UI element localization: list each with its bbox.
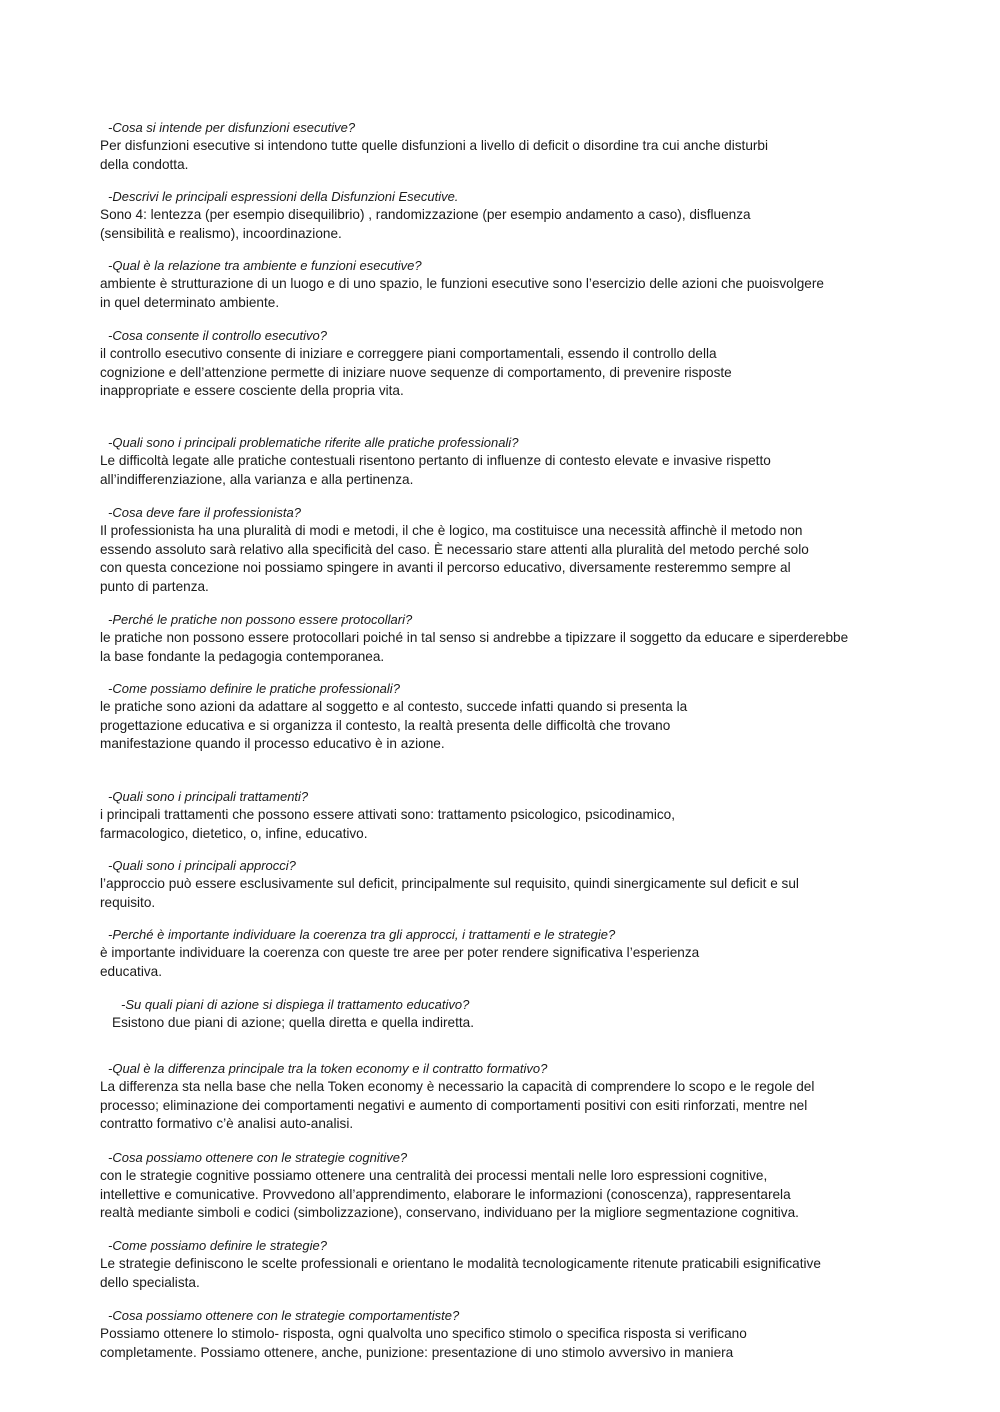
answer-line: punto di partenza.	[100, 578, 209, 594]
qa-block	[100, 256, 900, 312]
answer-line: ambiente è strutturazione di un luogo e di uno spazio, le funzioni esecutive sono l’esercizio delle azioni che puoisvolgere	[100, 276, 824, 291]
qa-block	[100, 787, 900, 843]
answer-line: Le strategie definiscono le scelte professionali e orientano le modalità tecnologicamente ritenute praticabili esignificative	[100, 1256, 821, 1271]
question: -Come possiamo definire le strategie?	[108, 1238, 327, 1253]
answer-line: Il professionista ha una pluralità di modi e metodi, il che è logico, ma costituisce una necessità affinchè il metodo non	[100, 523, 803, 538]
answer	[100, 275, 900, 312]
answer-line: cognizione e dell’attenzione permette di iniziare nuove sequenze di comportamento, di prevenire risposte	[100, 364, 732, 380]
answer-line: la base fondante la pedagogia contemporanea.	[100, 648, 385, 664]
question: -Quali sono i principali approcci?	[108, 858, 296, 873]
answer	[100, 137, 900, 174]
qa-block	[100, 1236, 900, 1292]
answer	[100, 1014, 900, 1033]
question: -Qual è la relazione tra ambiente e funzioni esecutive?	[108, 258, 422, 273]
answer-line: Esistono due piani di azione; quella diretta e quella indiretta.	[112, 1015, 474, 1030]
question: -Qual è la differenza principale tra la token economy e il contratto formativo?	[108, 1061, 548, 1076]
question: -Quali sono i principali problematiche riferite alle pratiche professionali?	[108, 435, 519, 450]
answer-line: le pratiche sono azioni da adattare al soggetto e al contesto, succede infatti quando si presenta la	[100, 699, 688, 714]
answer-line: essendo assoluto sarà relativo alla specificità del caso. È necessario stare attenti alla pluralità del metodo perché solo	[100, 541, 809, 557]
answer-line: i principali trattamenti che possono essere attivati sono: trattamento psicologico, psicodinamico,	[100, 807, 676, 822]
question: -Cosa consente il controllo esecutivo?	[108, 328, 327, 343]
question: -Come possiamo definire le pratiche professionali?	[108, 681, 400, 696]
answer	[100, 206, 900, 243]
answer	[100, 806, 900, 843]
question: -Cosa si intende per disfunzioni esecutive?	[108, 120, 356, 135]
qa-block	[100, 1059, 900, 1134]
answer-line: processo; eliminazione dei comportamenti negativi e aumento di comportamenti positivi con esiti rinforzati, mentre nel	[100, 1097, 808, 1113]
answer	[100, 452, 900, 489]
question: -Perché è importante individuare la coerenza tra gli approcci, i trattamenti e le strategie?	[108, 927, 616, 942]
answer-line: intellettive e comunicative. Provvedono all’apprendimento, elaborare le informazioni (conoscenza), rappresentarela	[100, 1186, 791, 1202]
qa-block	[100, 856, 900, 912]
answer-line: farmacologico, dietetico, o, infine, educativo.	[100, 825, 368, 841]
answer-line: dello specialista.	[100, 1274, 200, 1290]
answer-line: realtà mediante simboli e codici (simbolizzazione), conservano, individuano per la migliore segmentazione cognitiva.	[100, 1205, 799, 1221]
answer	[100, 1078, 900, 1134]
qa-block	[100, 1148, 900, 1223]
answer-line: è importante individuare la coerenza con queste tre aree per poter rendere significativa l’esperienza	[100, 945, 700, 960]
answer	[100, 698, 900, 754]
answer-line: Sono 4: lentezza (per esempio disequilibrio) , randomizzazione (per esempio andamento a caso), disfluenza	[100, 207, 751, 222]
answer-line: (sensibilità e realismo), incoordinazione.	[100, 225, 342, 241]
answer-line: il controllo esecutivo consente di iniziare e correggere piani comportamentali, essendo il controllo della	[100, 346, 717, 361]
answer	[100, 944, 900, 981]
question: -Su quali piani di azione si dispiega il trattamento educativo?	[121, 997, 470, 1012]
answer	[100, 522, 900, 596]
answer-line: educativa.	[100, 963, 162, 979]
question: -Descrivi le principali espressioni della Disfunzioni Esecutive.	[108, 189, 459, 204]
question: -Perché le pratiche non possono essere protocollari?	[108, 612, 413, 627]
question: -Cosa possiamo ottenere con le strategie cognitive?	[108, 1150, 408, 1165]
answer-line: all’indifferenziazione, alla varianza e alla pertinenza.	[100, 471, 414, 487]
answer-line: La differenza sta nella base che nella Token economy è necessario la capacità di comprendere lo scopo e le regole del	[100, 1079, 815, 1094]
answer-line: con le strategie cognitive possiamo ottenere una centralità dei processi mentali nelle loro espressioni cognitive,	[100, 1168, 768, 1183]
answer-line: Possiamo ottenere lo stimolo- risposta, ogni qualvolta uno specifico stimolo o specifica risposta si verificano	[100, 1326, 747, 1341]
question: -Cosa possiamo ottenere con le strategie comportamentiste?	[108, 1308, 460, 1323]
answer-line: Per disfunzioni esecutive si intendono tutte quelle disfunzioni a livello di deficit o disordine tra cui anche disturbi	[100, 138, 768, 153]
answer-line: l’approccio può essere esclusivamente sul deficit, principalmente sul requisito, quindi sinergicamente sul deficit e sul	[100, 876, 799, 891]
qa-block	[100, 503, 900, 596]
qa-block	[100, 326, 900, 401]
qa-block	[100, 1306, 900, 1362]
qa-block	[100, 995, 900, 1033]
answer-line: completamente. Possiamo ottenere, anche, punizione: presentazione di uno stimolo avversivo in maniera	[100, 1344, 734, 1360]
qa-block	[100, 433, 900, 489]
answer-line: progettazione educativa e si organizza il contesto, la realtà presenta delle difficoltà che trovano	[100, 717, 671, 733]
qa-block	[100, 610, 900, 666]
answer	[100, 1255, 900, 1292]
question: -Cosa deve fare il professionista?	[108, 505, 301, 520]
answer-line: in quel determinato ambiente.	[100, 294, 280, 310]
answer-line: Le difficoltà legate alle pratiche contestuali risentono pertanto di influenze di contesto elevate e invasive rispetto	[100, 453, 771, 468]
answer-line: della condotta.	[100, 156, 189, 172]
answer	[100, 1325, 900, 1362]
answer-line: le pratiche non possono essere protocollari poiché in tal senso si andrebbe a tipizzare il soggetto da educare e siperderebbe	[100, 630, 849, 645]
answer-line: manifestazione quando il processo educativo è in azione.	[100, 736, 445, 752]
answer-line: contratto formativo c’è analisi auto-analisi.	[100, 1116, 354, 1132]
question: -Quali sono i principali trattamenti?	[108, 789, 309, 804]
answer-line: con questa concezione noi possiamo spingere in avanti il percorso educativo, diversamente resteremmo sempre al	[100, 560, 791, 576]
answer	[100, 345, 900, 401]
answer	[100, 1167, 900, 1223]
qa-block	[100, 187, 900, 243]
qa-block	[100, 679, 900, 754]
answer	[100, 629, 900, 666]
answer-line: inappropriate e essere cosciente della propria vita.	[100, 383, 404, 399]
answer	[100, 875, 900, 912]
answer-line: requisito.	[100, 894, 156, 910]
qa-block	[100, 925, 900, 981]
qa-block	[100, 118, 900, 174]
